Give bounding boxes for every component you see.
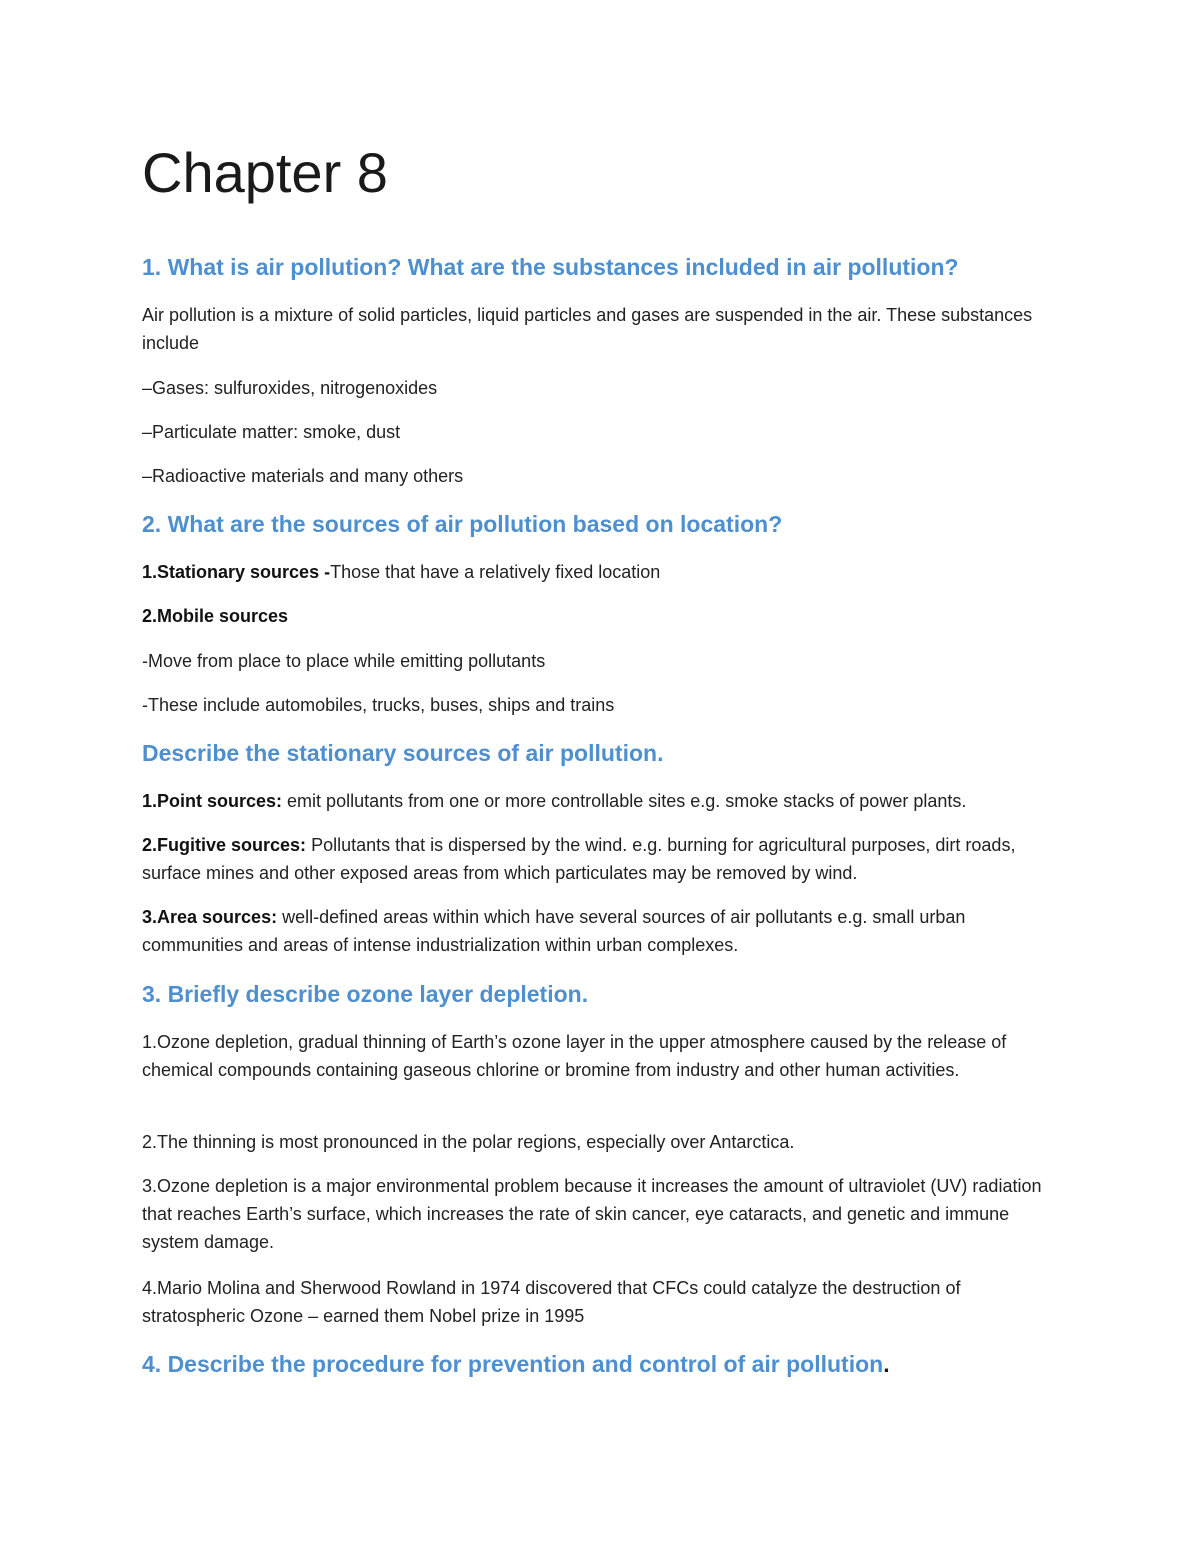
mobile-sources-detail-2: -These include automobiles, trucks, buses, ships and trains: [142, 695, 615, 715]
ozone-point-4-text: Mario Molina and Sherwood Rowland in 1974 discovered that CFCs could catalyze the destruction of stratospheric Ozone – earned them Nobel prize in 1995: [142, 1278, 961, 1326]
fugitive-sources-text: Pollutants that is dispersed by the wind. e.g. burning for agricultural purposes, dirt roads, surface mines and other exposed areas from which particulates may be removed by wind.: [142, 835, 1016, 883]
question-3-heading: 3. Briefly describe ozone layer depletion.: [142, 981, 589, 1007]
question-4-heading-period: .: [883, 1351, 890, 1377]
substance-item-radioactive: –Radioactive materials and many others: [142, 466, 464, 486]
ozone-point-1-number: 1.: [142, 1032, 158, 1052]
question-2-heading: 2. What are the sources of air pollution based on location?: [142, 511, 783, 537]
stationary-sources-item: [142, 558, 1067, 586]
question-1-heading: 1. What is air pollution? What are the substances included in air pollution?: [142, 254, 959, 280]
substance-item-gases: –Gases: sulfuroxides, nitrogenoxides: [142, 378, 438, 398]
fugitive-sources-label: 2.Fugitive sources:: [142, 835, 307, 855]
page-title: Chapter 8: [142, 141, 388, 204]
substance-item-particulate: –Particulate matter: smoke, dust: [142, 422, 401, 442]
ozone-point-3-number: 3.: [142, 1176, 158, 1196]
ozone-point-3: [142, 1172, 1067, 1256]
stationary-sources-text: Those that have a relatively fixed location: [330, 562, 661, 582]
ozone-point-4: [142, 1274, 1067, 1330]
question-1-intro: Air pollution is a mixture of solid particles, liquid particles and gases are suspended in the air. These substances include: [142, 305, 1033, 353]
point-sources-item: [142, 787, 1067, 815]
mobile-sources-detail-1: -Move from place to place while emitting pollutants: [142, 651, 546, 671]
ozone-point-2-number: 2.: [142, 1132, 158, 1152]
ozone-point-1-text: Ozone depletion, gradual thinning of Earth’s ozone layer in the upper atmosphere caused by the release of chemical compounds containing gaseous chlorine or bromine from industry and other human activities.: [142, 1032, 1007, 1080]
area-sources-label: 3.Area sources:: [142, 907, 278, 927]
ozone-point-3-text: Ozone depletion is a major environmental problem because it increases the amount of ultraviolet (UV) radiation that reaches Earth’s surface, which increases the rate of skin cancer, eye cataracts, and genetic and immune system damage.: [142, 1176, 1042, 1252]
ozone-point-1: [142, 1028, 1067, 1084]
stationary-sources-heading: Describe the stationary sources of air pollution.: [142, 740, 664, 766]
fugitive-sources-item: [142, 831, 1067, 887]
area-sources-item: [142, 903, 1067, 959]
point-sources-label: 1.Point sources:: [142, 791, 283, 811]
question-4-heading-text: 4. Describe the procedure for prevention and control of air pollution: [142, 1351, 884, 1377]
ozone-point-4-number: 4.: [142, 1278, 158, 1298]
stationary-sources-label: 1.Stationary sources -: [142, 562, 331, 582]
area-sources-text: well-defined areas within which have several sources of air pollutants e.g. small urban communities and areas of intense industrialization within urban complexes.: [142, 907, 966, 955]
mobile-sources-label: 2.Mobile sources: [142, 606, 289, 626]
ozone-point-2-text: The thinning is most pronounced in the polar regions, especially over Antarctica.: [157, 1132, 795, 1152]
mobile-sources-item: [142, 602, 1067, 630]
point-sources-text: emit pollutants from one or more controllable sites e.g. smoke stacks of power plants.: [282, 791, 967, 811]
question-4-heading: [142, 1349, 890, 1379]
ozone-point-2: [142, 1128, 1067, 1156]
